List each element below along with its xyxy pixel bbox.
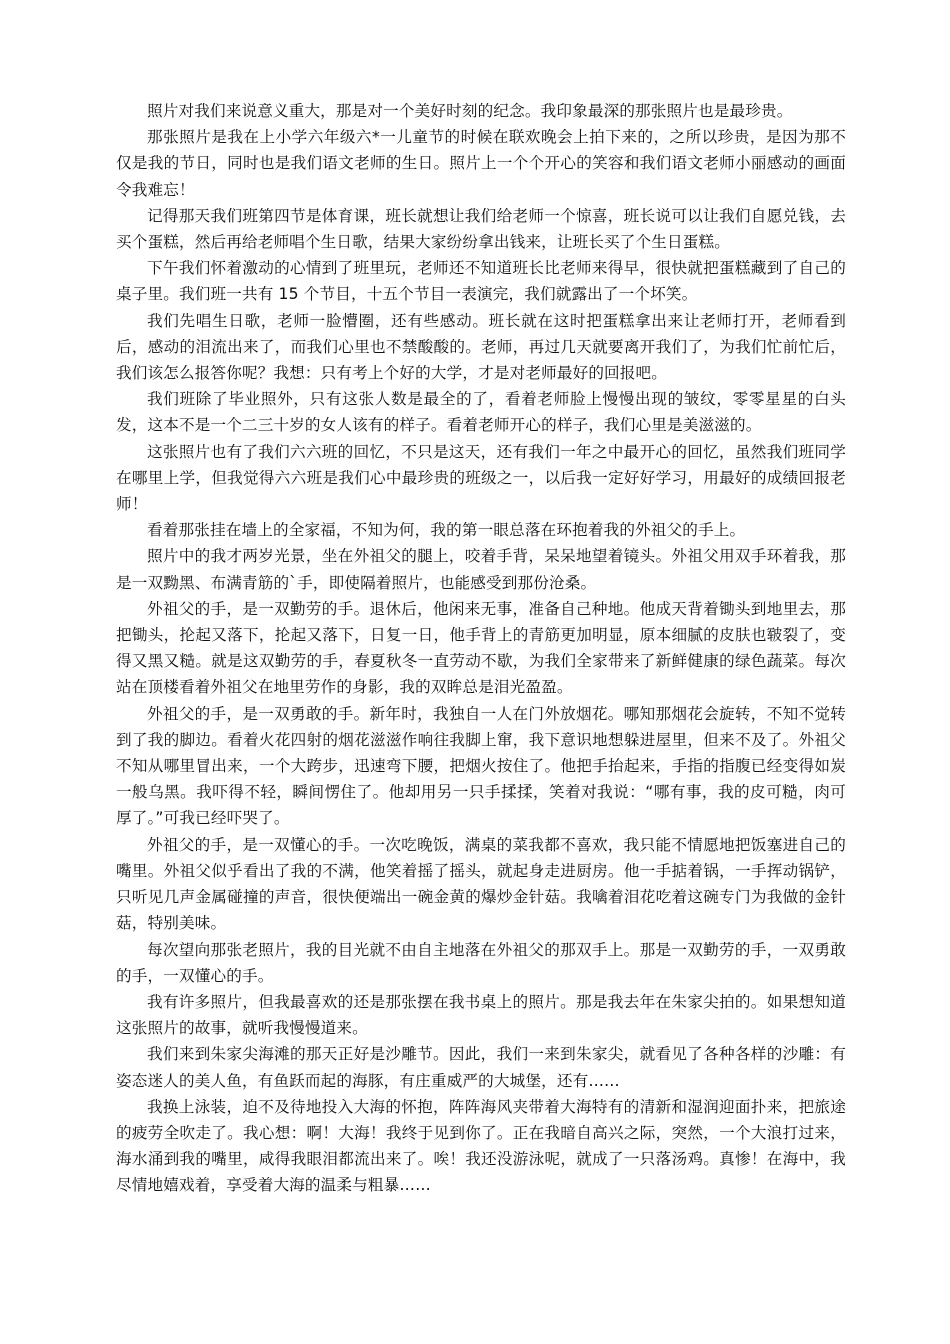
paragraph: 外祖父的手，是一双勤劳的手。退休后，他闲来无事，准备自己种地。他成天背着锄头到地里去，那把锄头，抡起又落下，抡起又落下，日复一日，他手背上的青筋更加明显，原本细腻的皮肤也皲裂了，变得又黑又糙。就是这双勤劳的手，春夏秋冬一直劳动不歇，为我们全家带来了新鲜健康的绿色蔬菜。每次站在顶楼看着外祖父在地里劳作的身影，我的双眸总是泪光盈盈。 <box>116 599 846 697</box>
paragraph: 我有许多照片，但我最喜欢的还是那张摆在我书桌上的照片。那是我去年在朱家尖拍的。如果想知道这张照片的故事，就听我慢慢道来。 <box>116 992 846 1038</box>
paragraph: 照片中的我才两岁光景，坐在外祖父的腿上，咬着手背，呆呆地望着镜头。外祖父用双手环着我，那是一双黝黑、布满青筋的`手，即使隔着照片，也能感受到那份沧桑。 <box>116 547 846 592</box>
paragraph: 我们班除了毕业照外，只有这张人数是最全的了，看着老师脸上慢慢出现的皱纹，零零星星的白头发，这本不是一个二三十岁的女人该有的样子。看着老师开心的样子，我们心里是美滋滋的。 <box>116 390 846 435</box>
paragraph: 我们来到朱家尖海滩的那天正好是沙雕节。因此，我们一来到朱家尖，就看见了各种各样的沙雕：有姿态迷人的美人鱼，有鱼跃而起的海豚，有庄重威严的大城堡，还有…… <box>116 1045 846 1090</box>
paragraph: 下午我们怀着激动的心情到了班里玩，老师还不知道班长比老师来得早，很快就把蛋糕藏到了自己的桌子里。我们班一共有 15 个节目，十五个节目一表演完，我们就露出了一个坏笑。 <box>116 259 846 304</box>
paragraph: 我们先唱生日歌，老师一脸懵圈，还有些感动。班长就在这时把蛋糕拿出来让老师打开，老师看到后，感动的泪流出来了，而我们心里也不禁酸酸的。老师，再过几天就要离开我们了，为我们忙前忙后，我们该怎么报答你呢？我想：只有考上个好的大学，才是对老师最好的回报吧。 <box>116 311 846 383</box>
paragraph: 这张照片也有了我们六六班的回忆，不只是这天，还有我们一年之中最开心的回忆，虽然我们班同学在哪里上学，但我觉得六六班是我们心中最珍贵的班级之一，以后我一定好好学习，用最好的成绩回报老师！ <box>116 442 846 514</box>
paragraph: 每次望向那张老照片，我的目光就不由自主地落在外祖父的那双手上。那是一双勤劳的手，一双勇敢的手，一双懂心的手。 <box>116 940 846 985</box>
paragraph: 那张照片是我在上小学六年级六*一儿童节的时候在联欢晚会上拍下来的，之所以珍贵，是因为那不仅是我的节日，同时也是我们语文老师的生日。照片上一个个开心的笑容和我们语文老师小丽感动的画面令我难忘！ <box>116 128 846 199</box>
paragraph: 我换上泳装，迫不及待地投入大海的怀抱，阵阵海风夹带着大海特有的清新和湿润迎面扑来，把旅途的疲劳全吹走了。我心想：啊！大海！我终于见到你了。正在我暗自高兴之际，突然，一个大浪打过来，海水涌到我的嘴里，咸得我眼泪都流出来了。唉！我还没游泳呢，就成了一只落汤鸡。真惨！在海中，我尽情地嬉戏着，享受着大海的温柔与粗暴…… <box>116 1097 846 1195</box>
document-page <box>116 98 846 1199</box>
paragraph: 记得那天我们班第四节是体育课，班长就想让我们给老师一个惊喜，班长说可以让我们自愿兑钱，去买个蛋糕，然后再给老师唱个生日歌，结果大家纷纷拿出钱来，让班长买了个生日蛋糕。 <box>116 206 846 252</box>
paragraph: 照片对我们来说意义重大，那是对一个美好时刻的纪念。我印象最深的那张照片也是最珍贵。 <box>147 102 793 120</box>
paragraph: 外祖父的手，是一双勇敢的手。新年时，我独自一人在门外放烟花。哪知那烟花会旋转，不知不觉转到了我的脚边。看着火花四射的烟花滋滋作响往我脚上窜，我下意识地想躲进屋里，但来不及了。外祖父不知从哪里冒出来，一个大跨步，迅速弯下腰，把烟火按住了。他把手抬起来，手指的指腹已经变得如炭一般乌黑。我吓得不轻，瞬间愣住了。他却用另一只手揉揉，笑着对我说：“哪有事，我的皮可糙，肉可厚了。”可我已经吓哭了。 <box>116 704 846 828</box>
paragraph: 外祖父的手，是一双懂心的手。一次吃晚饭，满桌的菜我都不喜欢，我只能不情愿地把饭塞进自己的嘴里。外祖父似乎看出了我的不满，他笑着摇了摇头，就起身走进厨房。他一手掂着锅，一手挥动锅铲，只听见几声金属碰撞的声音，很快便端出一碗金黄的爆炒金针菇。我噙着泪花吃着这碗专门为我做的金针菇，特别美味。 <box>116 835 846 933</box>
paragraph: 看着那张挂在墙上的全家福，不知为何，我的第一眼总落在环抱着我的外祖父的手上。 <box>147 521 746 540</box>
